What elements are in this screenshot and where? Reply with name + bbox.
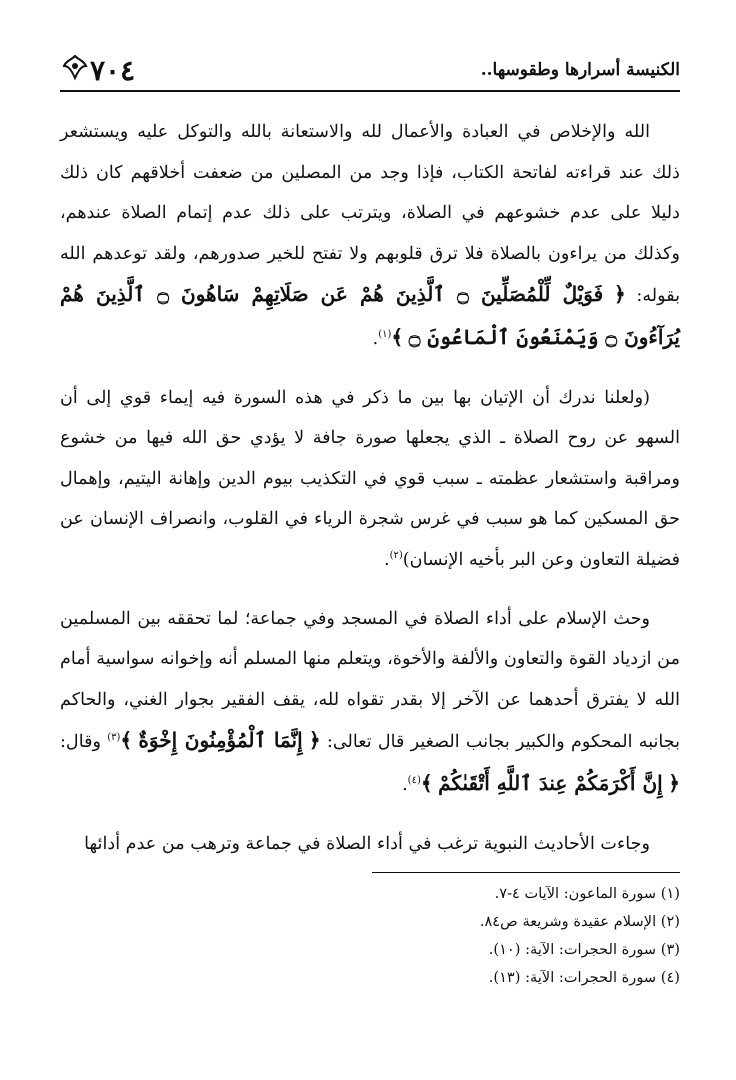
floral-ornament-icon: [60, 52, 90, 82]
main-text: [60, 112, 680, 864]
quran-open-brace: ﴿: [668, 770, 680, 795]
paragraph-text: الله والإخلاص في العبادة والأعمال لله والاستعانة بالله والتوكل عليه ويستشعر ذلك عند قراءته لفاتحة الكتاب، فإذا وجد من المصلين من ضعفت أخلاقهم كان ذلك دليلا على عدم خشوعهم في الصلاة، ويترتب على ذلك عدم إتمام الصلاة عندهم، وكذلك من يراءون بالصلاة فلا ترق قلوبهم ولا تفتح للخير صدورهم، ولقد توعدهم الله بقوله:: [60, 122, 681, 307]
paragraph-middle: وقال:: [60, 732, 108, 753]
paragraph-1: [60, 112, 680, 360]
footnote-1: (١) سورة الماعون: الآيات ٤-٧.: [494, 885, 680, 902]
footnote-ref: (٤): [407, 775, 421, 787]
quran-verse: فَوَيْلٌ لِّلْمُصَلِّينَ ۝ ٱلَّذِينَ هُمْ عَن صَلَاتِهِمْ سَاهُونَ ۝ ٱلَّذِينَ هُمْ يُرَآءُونَ ۝ وَيَمْنَعُونَ ٱلْمَاعُونَ ۝: [60, 282, 680, 349]
quran-open-brace: ﴿: [308, 728, 321, 753]
quran-close-brace: ﴾: [420, 770, 433, 795]
paragraph-2: [60, 378, 680, 581]
paragraph-tail: .: [372, 328, 379, 349]
page-header: [60, 50, 680, 92]
footnote-divider: [372, 872, 680, 873]
paragraph-tail: .: [384, 549, 390, 570]
page-number: ٧٠٤: [90, 54, 136, 87]
footnote-2: (٢) الإسلام عقيدة وشريعة ص٨٤.: [479, 913, 680, 930]
quran-verse: إِنَّمَا ٱلْمُؤْمِنُونَ إِخْوَةٌ: [138, 728, 303, 753]
paragraph-text: (ولعلنا ندرك أن الإتيان بها بين ما ذكر في هذه السورة فيه إيماء قوي إلى أن السهو عن روح الصلاة ـ الذي يجعلها صورة جافة لا يؤدي حق الله فيها من خشوع ومراقبة واستشعار عظمته ـ سبب قوي في التكذيب بيوم الدين وإهانة اليتيم، وإهمال حق المسكين كما هو سبب في غرس شجرة الرياء في القلوب، وانصراف الإنسان عن فضيلة التعاون وعن البر بأخيه الإنسان): [60, 387, 680, 570]
quran-open-brace: ﴿: [613, 282, 626, 307]
footnote-ref: (٣): [107, 732, 121, 744]
paragraph-tail: .: [402, 774, 408, 795]
footnotes: [60, 880, 680, 992]
running-title: الكنيسة أسرارها وطقوسها..: [480, 60, 680, 80]
paragraph-text: وحث الإسلام على أداء الصلاة في المسجد وفي جماعة؛ لما تحققه بين المسلمين من ازدياد القوة والتعاون والألفة والأخوة، ويتعلم منها المسلم أنه وإخوانه سواسية أمام الله لا يفترق أحدهما عن الآخر إلا بقدر تقواه لله، يقف الفقير بجوار الغني، والحاكم بجانبه المحكوم والكبير بجانب الصغير قال تعالى:: [60, 608, 681, 753]
quran-verse: إِنَّ أَكْرَمَكُمْ عِندَ ٱللَّهِ أَتْقَىٰكُمْ: [438, 770, 663, 795]
paragraph-4: [60, 824, 680, 865]
footnote-3: (٣) سورة الحجرات: الآية: (١٠).: [488, 941, 680, 958]
quran-close-brace: ﴾: [120, 728, 133, 753]
footnote-4: (٤) سورة الحجرات: الآية: (١٣).: [488, 969, 680, 986]
paragraph-3: [60, 599, 680, 806]
paragraph-text: وجاءت الأحاديث النبوية ترغب في أداء الصلاة في جماعة وترهب من عدم أدائها: [84, 833, 650, 854]
quran-close-brace: ﴾: [391, 324, 404, 349]
footnote-ref: (٢): [389, 550, 403, 562]
footnote-ref: (١): [378, 329, 392, 341]
